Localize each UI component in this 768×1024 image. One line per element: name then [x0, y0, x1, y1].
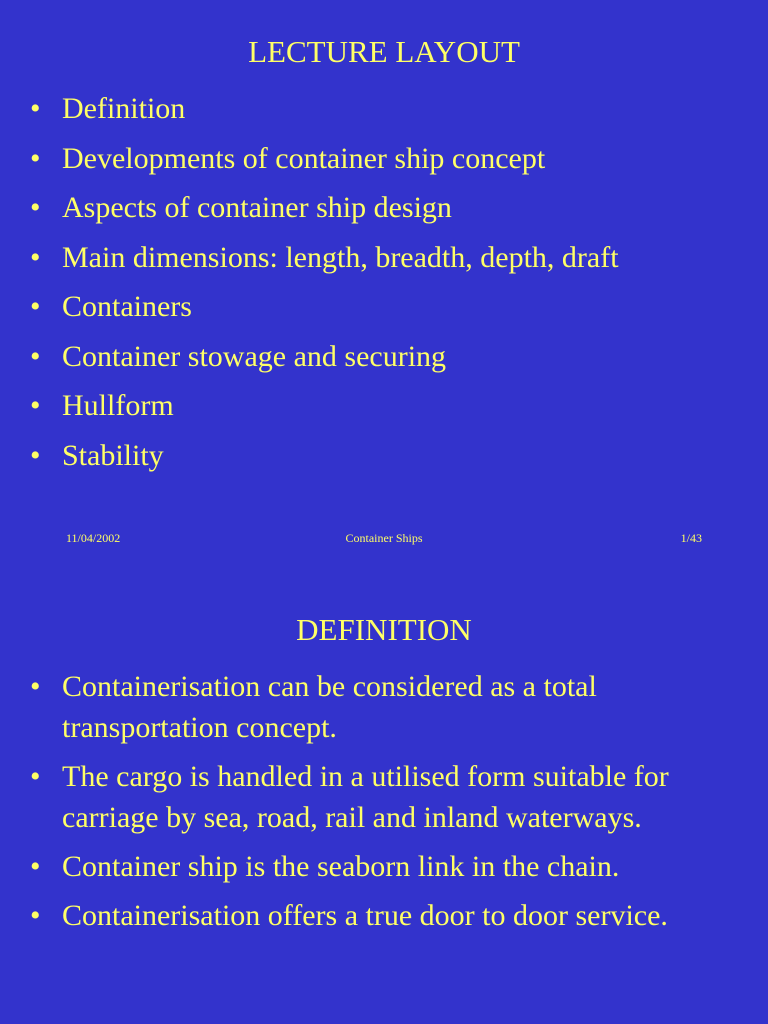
bullet-item	[0, 666, 768, 748]
bullet-text: Developments of container ship concept	[62, 141, 546, 175]
bullet-icon: •	[30, 438, 41, 472]
bullet-list	[0, 666, 768, 944]
bullet-icon: •	[30, 141, 41, 175]
bullet-text: Hullform	[62, 389, 174, 422]
footer-page-number: 1/43	[680, 531, 702, 545]
bullet-item	[0, 187, 768, 228]
bullet-item	[0, 756, 768, 838]
bullet-text: Main dimensions: length, breadth, depth, draft	[62, 240, 619, 274]
bullet-text: Container ship is the seaborn link in the chain.	[62, 850, 620, 883]
slide-title: DEFINITION	[296, 612, 472, 647]
bullet-text: Definition	[62, 92, 186, 125]
bullet-item	[0, 846, 768, 887]
slide-footer	[0, 530, 768, 546]
bullet-text: Containerisation offers a true door to door service.	[62, 899, 668, 932]
bullet-icon: •	[30, 760, 41, 793]
bullet-text: Containers	[62, 290, 192, 323]
bullet-item	[0, 88, 768, 129]
bullet-icon: •	[30, 670, 41, 703]
bullet-item	[0, 385, 768, 426]
footer-title: Container Ships	[345, 531, 423, 545]
bullet-item	[0, 138, 768, 179]
bullet-text: Containerisation can be considered as a total transportation concept.	[62, 670, 597, 744]
slide-definition	[0, 584, 768, 1024]
bullet-item	[0, 336, 768, 377]
bullet-icon: •	[30, 290, 41, 323]
bullet-item	[0, 895, 768, 936]
bullet-icon: •	[30, 899, 41, 932]
bullet-icon: •	[30, 240, 41, 274]
bullet-text: The cargo is handled in a utilised form suitable for carriage by sea, road, rail and inland waterways.	[62, 760, 669, 834]
footer-date: 11/04/2002	[66, 531, 121, 545]
bullet-item	[0, 237, 768, 278]
bullet-text: Container stowage and securing	[62, 339, 447, 373]
bullet-icon: •	[30, 389, 41, 422]
slide-title: LECTURE LAYOUT	[248, 34, 520, 69]
bullet-list	[0, 88, 768, 484]
bullet-item	[0, 435, 768, 476]
bullet-text: Stability	[62, 438, 164, 472]
bullet-icon: •	[30, 850, 41, 883]
bullet-item	[0, 286, 768, 327]
bullet-icon: •	[30, 92, 41, 125]
bullet-icon: •	[30, 339, 41, 373]
bullet-icon: •	[30, 191, 41, 224]
bullet-text: Aspects of container ship design	[62, 191, 452, 224]
